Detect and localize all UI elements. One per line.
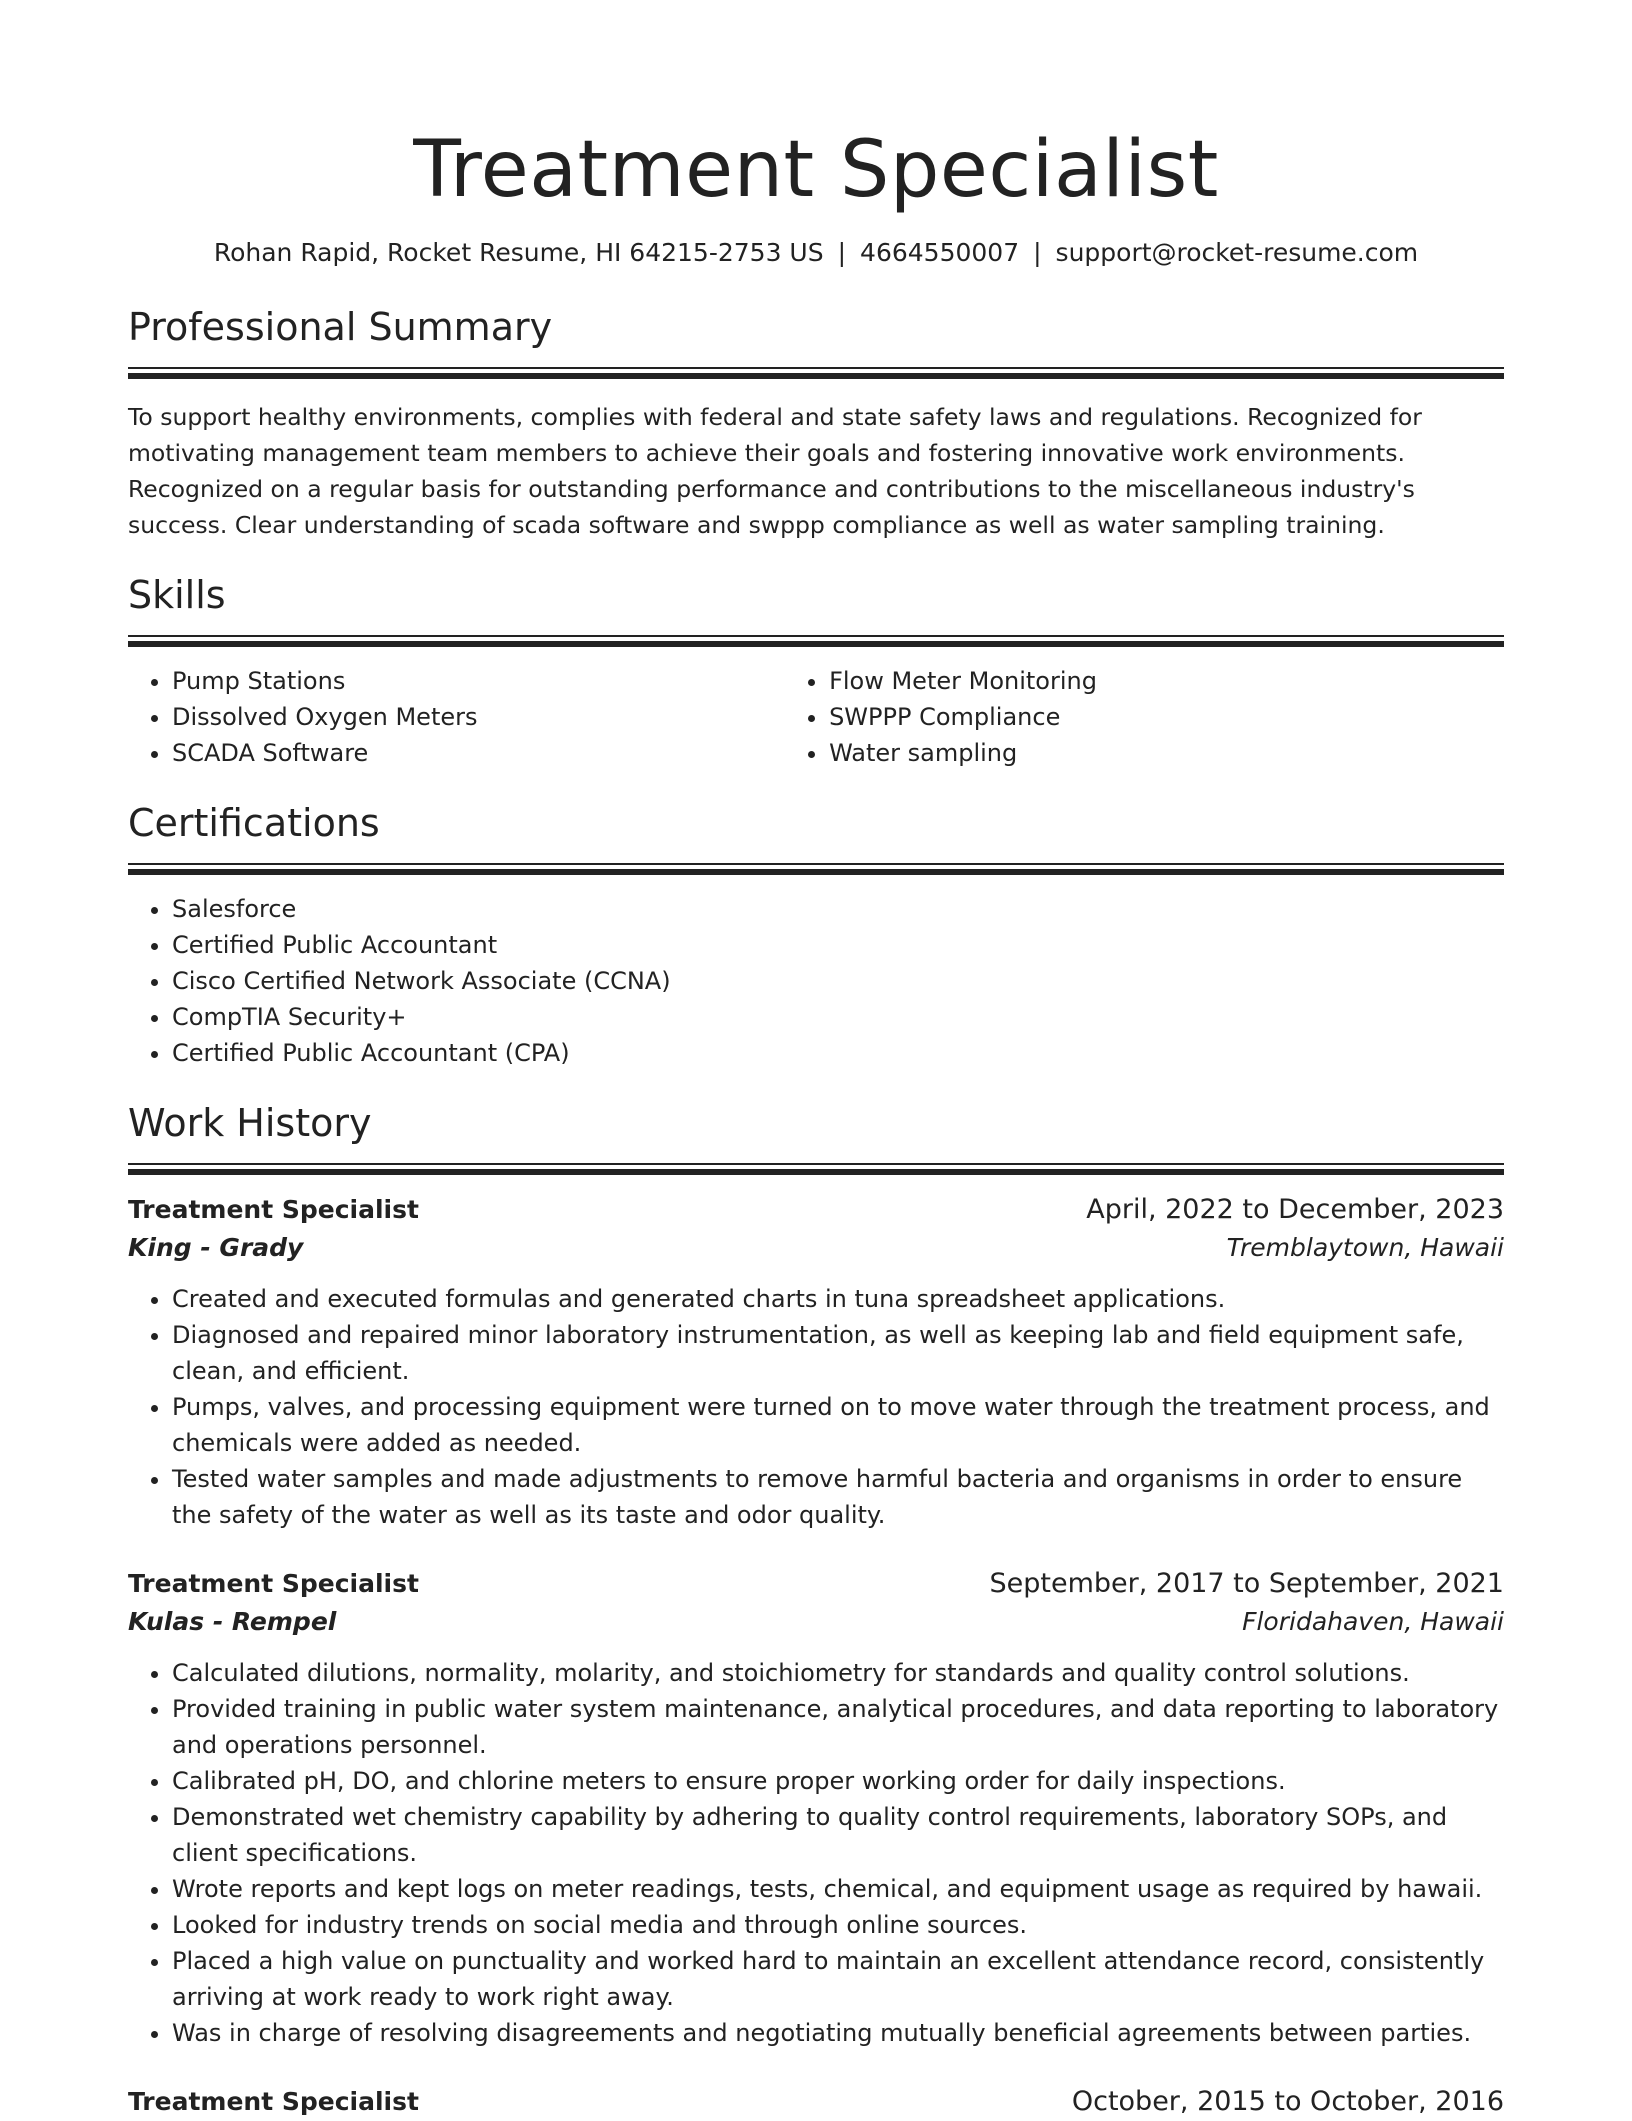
job-title-row xyxy=(128,1191,1504,1229)
work-history-section xyxy=(128,1099,1504,2121)
job-duty-item: • Looked for industry trends on social media and through online sources. xyxy=(172,1907,1504,1943)
job-dates: September, 2017 to September, 2021 xyxy=(989,1568,1504,1599)
contact-email: support@rocket-resume.com xyxy=(1055,238,1419,267)
job-title: Treatment Specialist xyxy=(128,1569,419,1598)
job-duty-item: • Wrote reports and kept logs on meter readings, tests, chemical, and equipment usage as required by hawaii. xyxy=(172,1871,1504,1907)
job-duties-list xyxy=(128,1281,1504,1533)
job-dates: April, 2022 to December, 2023 xyxy=(1086,1194,1504,1225)
job-duty-item: • Provided training in public water system maintenance, analytical procedures, and data reporting to laboratory and operations personnel. xyxy=(172,1691,1504,1763)
job-company: King - Grady xyxy=(128,1233,304,1262)
job-duty-item: • Placed a high value on punctuality and worked hard to maintain an excellent attendance record, consistently arriving at work ready to work right away. xyxy=(172,1943,1504,2015)
job-entry xyxy=(128,1565,1504,2051)
skills-section xyxy=(128,571,1504,771)
job-duty-item: • Was in charge of resolving disagreements and negotiating mutually beneficial agreements between parties. xyxy=(172,2015,1504,2051)
job-duty-item: • Demonstrated wet chemistry capability by adhering to quality control requirements, laboratory SOPs, and client specifications. xyxy=(172,1799,1504,1871)
job-entry xyxy=(128,1191,1504,1533)
job-title: Treatment Specialist xyxy=(128,1195,419,1224)
job-location: Floridahaven, Hawaii xyxy=(1242,1607,1504,1636)
job-title-row xyxy=(128,1565,1504,1603)
skill-item: • Pump Stations xyxy=(172,663,785,699)
job-dates: October, 2015 to October, 2016 xyxy=(1071,2086,1504,2117)
skill-item: • SCADA Software xyxy=(172,735,785,771)
certification-item: • Cisco Certified Network Associate (CCNA) xyxy=(172,963,1504,999)
contact-separator: | xyxy=(837,238,847,267)
job-company: Kulas - Rempel xyxy=(128,1607,337,1636)
skill-item: • Flow Meter Monitoring xyxy=(829,663,1504,699)
job-duty-item: • Calculated dilutions, normality, molarity, and stoichiometry for standards and quality control solutions. xyxy=(172,1655,1504,1691)
job-duty-item: • Tested water samples and made adjustments to remove harmful bacteria and organisms in order to ensure the safety of the water as well as its taste and odor quality. xyxy=(172,1461,1504,1533)
resume-page xyxy=(128,0,1504,2121)
skill-item: • SWPPP Compliance xyxy=(829,699,1504,735)
resume-title: Treatment Specialist xyxy=(413,125,1219,215)
section-divider xyxy=(128,863,1504,875)
certifications-section xyxy=(128,799,1504,1071)
contact-line xyxy=(128,236,1504,270)
professional-summary-section xyxy=(128,303,1504,543)
section-heading: Skills xyxy=(128,573,226,617)
skill-item: • Water sampling xyxy=(829,735,1504,771)
job-title: Treatment Specialist xyxy=(128,2087,419,2116)
section-heading: Work History xyxy=(128,1101,372,1145)
contact-address: Rohan Rapid, Rocket Resume, HI 64215-2753 US xyxy=(213,238,824,267)
skills-grid xyxy=(128,663,1504,771)
skills-list-right xyxy=(785,663,1504,771)
job-company-row xyxy=(128,1229,1504,1267)
section-divider xyxy=(128,367,1504,379)
certifications-list xyxy=(128,891,1504,1071)
section-divider xyxy=(128,1163,1504,1175)
job-duties-list xyxy=(128,1655,1504,2051)
skills-list-left xyxy=(128,663,785,771)
certification-item: • Salesforce xyxy=(172,891,1504,927)
job-duty-item: • Created and executed formulas and generated charts in tuna spreadsheet applications. xyxy=(172,1281,1504,1317)
section-heading: Certifications xyxy=(128,801,380,845)
job-title-row xyxy=(128,2083,1504,2121)
summary-text: To support healthy environments, complies with federal and state safety laws and regulations. Recognized for motivating management team members to achieve their goals and fostering innovative work environments. Recognized on a regular basis for outstanding performance and contributions to the miscellaneous industry's success. Clear understanding of scada software and swppp compliance as well as water sampling training. xyxy=(128,403,1422,539)
job-duty-item: • Pumps, valves, and processing equipment were turned on to move water through the treatment process, and chemicals were added as needed. xyxy=(172,1389,1504,1461)
job-duty-item: • Diagnosed and repaired minor laboratory instrumentation, as well as keeping lab and field equipment safe, clean, and efficient. xyxy=(172,1317,1504,1389)
section-divider xyxy=(128,635,1504,647)
certification-item: • Certified Public Accountant xyxy=(172,927,1504,963)
certification-item: • Certified Public Accountant (CPA) xyxy=(172,1035,1504,1071)
job-location: Tremblaytown, Hawaii xyxy=(1226,1233,1504,1262)
section-heading: Professional Summary xyxy=(128,305,553,349)
job-company-row xyxy=(128,1603,1504,1641)
job-entry xyxy=(128,2083,1504,2121)
job-duty-item: • Calibrated pH, DO, and chlorine meters to ensure proper working order for daily inspections. xyxy=(172,1763,1504,1799)
contact-phone: 4664550007 xyxy=(860,238,1020,267)
skill-item: • Dissolved Oxygen Meters xyxy=(172,699,785,735)
contact-separator: | xyxy=(1033,238,1042,267)
certification-item: • CompTIA Security+ xyxy=(172,999,1504,1035)
